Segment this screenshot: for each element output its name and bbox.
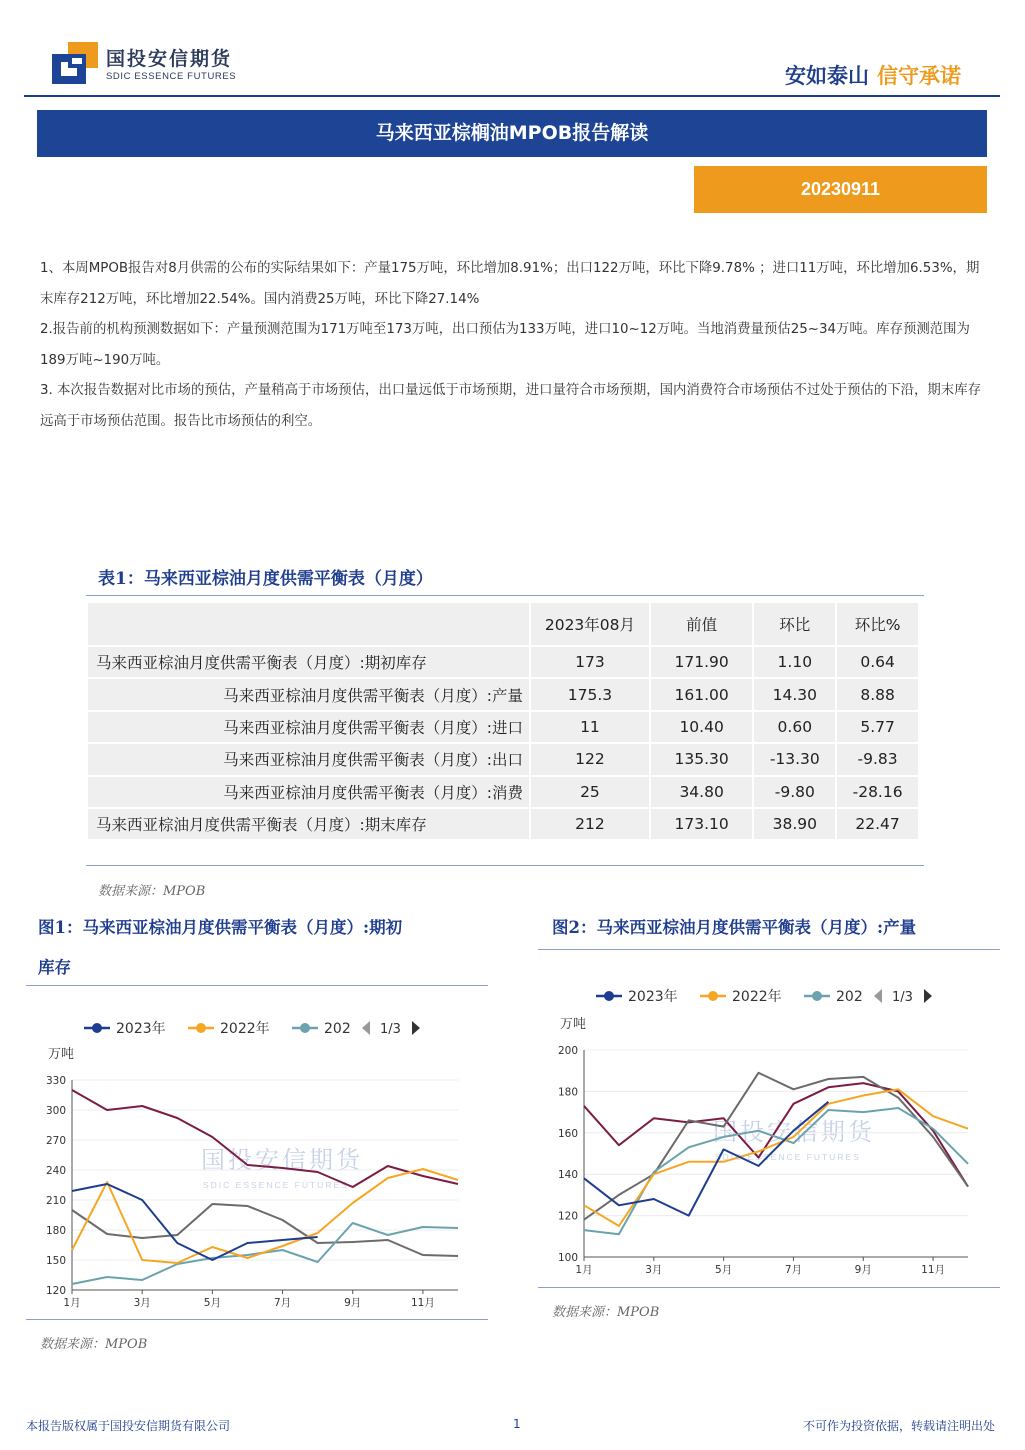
- figure-1-caption: [38, 908, 488, 988]
- table-cell: 171.90: [650, 646, 754, 678]
- x-tick-label: 7月: [784, 1264, 803, 1276]
- table-cell: 14.30: [753, 678, 836, 710]
- figure-2-chart: [538, 960, 1000, 1290]
- y-axis-unit: 万吨: [48, 1047, 75, 1062]
- watermark-text-en: SDIC ESSENCE FUTURES: [715, 1152, 861, 1162]
- legend-prev-icon: [874, 989, 882, 1003]
- table-row-label: 马来西亚棕油月度供需平衡表（月度）:消费: [87, 776, 530, 808]
- footer-disclaimer: 不可作为投资依据，转载请注明出处: [802, 1419, 995, 1433]
- legend-label: 2022年: [220, 1021, 270, 1037]
- figure-2-caption-line: 图2：马来西亚棕油月度供需平衡表（月度）:产量: [552, 918, 917, 937]
- table-cell: 212: [530, 808, 650, 840]
- slogan-part-2: 信守承诺: [877, 64, 961, 88]
- table-cell: -28.16: [836, 776, 919, 808]
- y-tick-label: 200: [557, 1045, 578, 1057]
- table-cell: 34.80: [650, 776, 754, 808]
- legend-marker: [708, 991, 718, 1001]
- table-header-cell: 环比: [753, 602, 836, 646]
- y-tick-label: 270: [45, 1135, 66, 1147]
- figure-2-source: 数据来源：MPOB: [552, 1305, 660, 1320]
- page-number: 1: [513, 1417, 521, 1431]
- table-row-label: 马来西亚棕油月度供需平衡表（月度）:产量: [87, 678, 530, 710]
- table-cell: 11: [530, 711, 650, 743]
- header-divider: [24, 95, 1000, 97]
- table-row-label: 马来西亚棕油月度供需平衡表（月度）:期末库存: [87, 808, 530, 840]
- summary-paragraph-3: 3. 本次报告数据对比市场的预估，产量稍高于市场预估，出口量远低于市场预期，进口量符合市场预期，国内消费符合市场预估不过处于预估的下沿，期末库存远高于市场预估范围。报告比市场预估的利空。: [40, 383, 981, 429]
- y-tick-label: 120: [45, 1285, 66, 1297]
- watermark-text-en: SDIC ESSENCE FUTURES: [203, 1180, 349, 1190]
- table-header-row: [87, 602, 919, 646]
- y-axis-unit: 万吨: [560, 1017, 587, 1032]
- table-cell: 8.88: [836, 678, 919, 710]
- table-cell: 10.40: [650, 711, 754, 743]
- legend-label: 2022年: [732, 989, 782, 1005]
- y-tick-label: 300: [45, 1105, 66, 1117]
- table-cell: 173: [530, 646, 650, 678]
- table-cell: -9.80: [753, 776, 836, 808]
- legend-pager: 1/3: [380, 1022, 401, 1037]
- y-tick-label: 160: [557, 1127, 578, 1140]
- x-tick-label: 7月: [273, 1297, 292, 1309]
- table-row-label: 马来西亚棕油月度供需平衡表（月度）:出口: [87, 743, 530, 775]
- y-tick-label: 180: [45, 1225, 66, 1237]
- series-line: [584, 1073, 968, 1220]
- footer-copyright: 本报告版权属于国投安信期货有限公司: [26, 1419, 231, 1433]
- series-line: [72, 1184, 318, 1260]
- legend-prev-icon: [362, 1021, 370, 1035]
- legend-marker: [196, 1023, 206, 1033]
- table-row: [87, 711, 919, 743]
- table-header-cell: [87, 602, 530, 646]
- table-cell: 175.3: [530, 678, 650, 710]
- table-cell: 173.10: [650, 808, 754, 840]
- x-tick-label: 11月: [410, 1297, 435, 1309]
- x-tick-label: 5月: [203, 1297, 221, 1309]
- legend-marker: [300, 1023, 310, 1033]
- x-tick-label: 3月: [645, 1264, 663, 1276]
- y-tick-label: 150: [45, 1255, 66, 1267]
- company-name-en: SDIC ESSENCE FUTURES: [106, 71, 237, 82]
- watermark-text: 国投安信期货: [713, 1118, 875, 1146]
- x-tick-label: 5月: [715, 1264, 733, 1276]
- table-bottom-rule: [86, 865, 924, 866]
- table-cell: 161.00: [650, 678, 754, 710]
- figure-1-caption-line-1: 图1：马来西亚棕油月度供需平衡表（月度）:期初: [38, 918, 403, 937]
- x-tick-label: 9月: [344, 1297, 362, 1309]
- figure-1-caption-line-2: 库存: [38, 958, 71, 977]
- legend-pager: 1/3: [892, 990, 913, 1005]
- figure-2-bottom-rule: [538, 1287, 1000, 1288]
- table-source: 数据来源：MPOB: [98, 884, 206, 899]
- table-cell: 22.47: [836, 808, 919, 840]
- table-row-label: 马来西亚棕油月度供需平衡表（月度）:期初库存: [87, 646, 530, 678]
- table-cell: 5.77: [836, 711, 919, 743]
- legend-label: 2023年: [628, 989, 678, 1005]
- y-tick-label: 240: [45, 1165, 66, 1177]
- company-logo: [52, 42, 242, 88]
- x-tick-label: 1月: [575, 1264, 593, 1276]
- table-header-cell: 前值: [650, 602, 754, 646]
- y-tick-label: 140: [557, 1169, 578, 1182]
- figure-2-caption: [552, 908, 1000, 948]
- table-cell: 122: [530, 743, 650, 775]
- legend-next-icon: [924, 989, 932, 1003]
- y-tick-label: 210: [45, 1195, 66, 1207]
- legend-marker: [604, 991, 614, 1001]
- y-tick-label: 120: [557, 1210, 578, 1223]
- slogan-part-1: 安如泰山: [785, 64, 869, 88]
- report-title: 马来西亚棕榈油MPOB报告解读: [37, 110, 987, 157]
- figure-2-rule: [538, 949, 1000, 950]
- y-tick-label: 180: [557, 1086, 578, 1099]
- table-row: [87, 646, 919, 678]
- table-cell: 0.60: [753, 711, 836, 743]
- legend-marker: [92, 1023, 102, 1033]
- watermark-text: 国投安信期货: [201, 1146, 363, 1174]
- table-row-label: 马来西亚棕油月度供需平衡表（月度）:进口: [87, 711, 530, 743]
- legend-label: 202: [324, 1021, 351, 1037]
- legend-next-icon: [412, 1021, 420, 1035]
- table-cell: 25: [530, 776, 650, 808]
- table-cell: 1.10: [753, 646, 836, 678]
- summary-section: [40, 254, 985, 437]
- supply-demand-table: [86, 601, 920, 841]
- legend-label: 2023年: [116, 1021, 166, 1037]
- table-row: [87, 776, 919, 808]
- summary-paragraph-2: 2.报告前的机构预测数据如下：产量预测范围为171万吨至173万吨，出口预估为133万吨，进口10~12万吨。当地消费量预估25~34万吨。库存预测范围为189万吨~190万吨。: [40, 322, 970, 368]
- y-tick-label: 330: [45, 1075, 66, 1087]
- figure-1-bottom-rule: [26, 1319, 488, 1320]
- table-top-rule: [86, 595, 924, 596]
- table-caption: 表1：马来西亚棕油月度供需平衡表（月度）: [98, 569, 433, 589]
- x-tick-label: 11月: [921, 1264, 946, 1276]
- table-cell: 0.64: [836, 646, 919, 678]
- report-date: 20230911: [694, 166, 987, 213]
- table-row: [87, 743, 919, 775]
- x-tick-label: 1月: [63, 1297, 81, 1309]
- table-cell: 38.90: [753, 808, 836, 840]
- table-row: [87, 808, 919, 840]
- legend-marker: [812, 991, 822, 1001]
- figure-1-source: 数据来源：MPOB: [40, 1337, 148, 1352]
- slogan: [785, 60, 961, 90]
- company-name: 国投安信期货: [106, 48, 233, 70]
- table-cell: -13.30: [753, 743, 836, 775]
- figure-1-rule: [26, 985, 488, 986]
- table-cell: -9.83: [836, 743, 919, 775]
- legend-label: 202: [836, 989, 863, 1005]
- summary-paragraph-1: 1、本周MPOB报告对8月供需的公布的实际结果如下：产量175万吨，环比增加8.91%；出口122万吨，环比下降9.78% ；进口11万吨，环比增加6.53%，期末库存212万吨，环比增加22.54%。国内消费25万吨，环比下降27.14%: [40, 261, 980, 307]
- x-tick-label: 9月: [854, 1264, 872, 1276]
- logo-mark-icon: [52, 42, 98, 84]
- figure-1-chart: [26, 990, 488, 1310]
- table-cell: 135.30: [650, 743, 754, 775]
- table-header-cell: 环比%: [836, 602, 919, 646]
- table-header-cell: 2023年08月: [530, 602, 650, 646]
- x-tick-label: 3月: [133, 1297, 151, 1309]
- table-row: [87, 678, 919, 710]
- y-tick-label: 100: [557, 1252, 578, 1264]
